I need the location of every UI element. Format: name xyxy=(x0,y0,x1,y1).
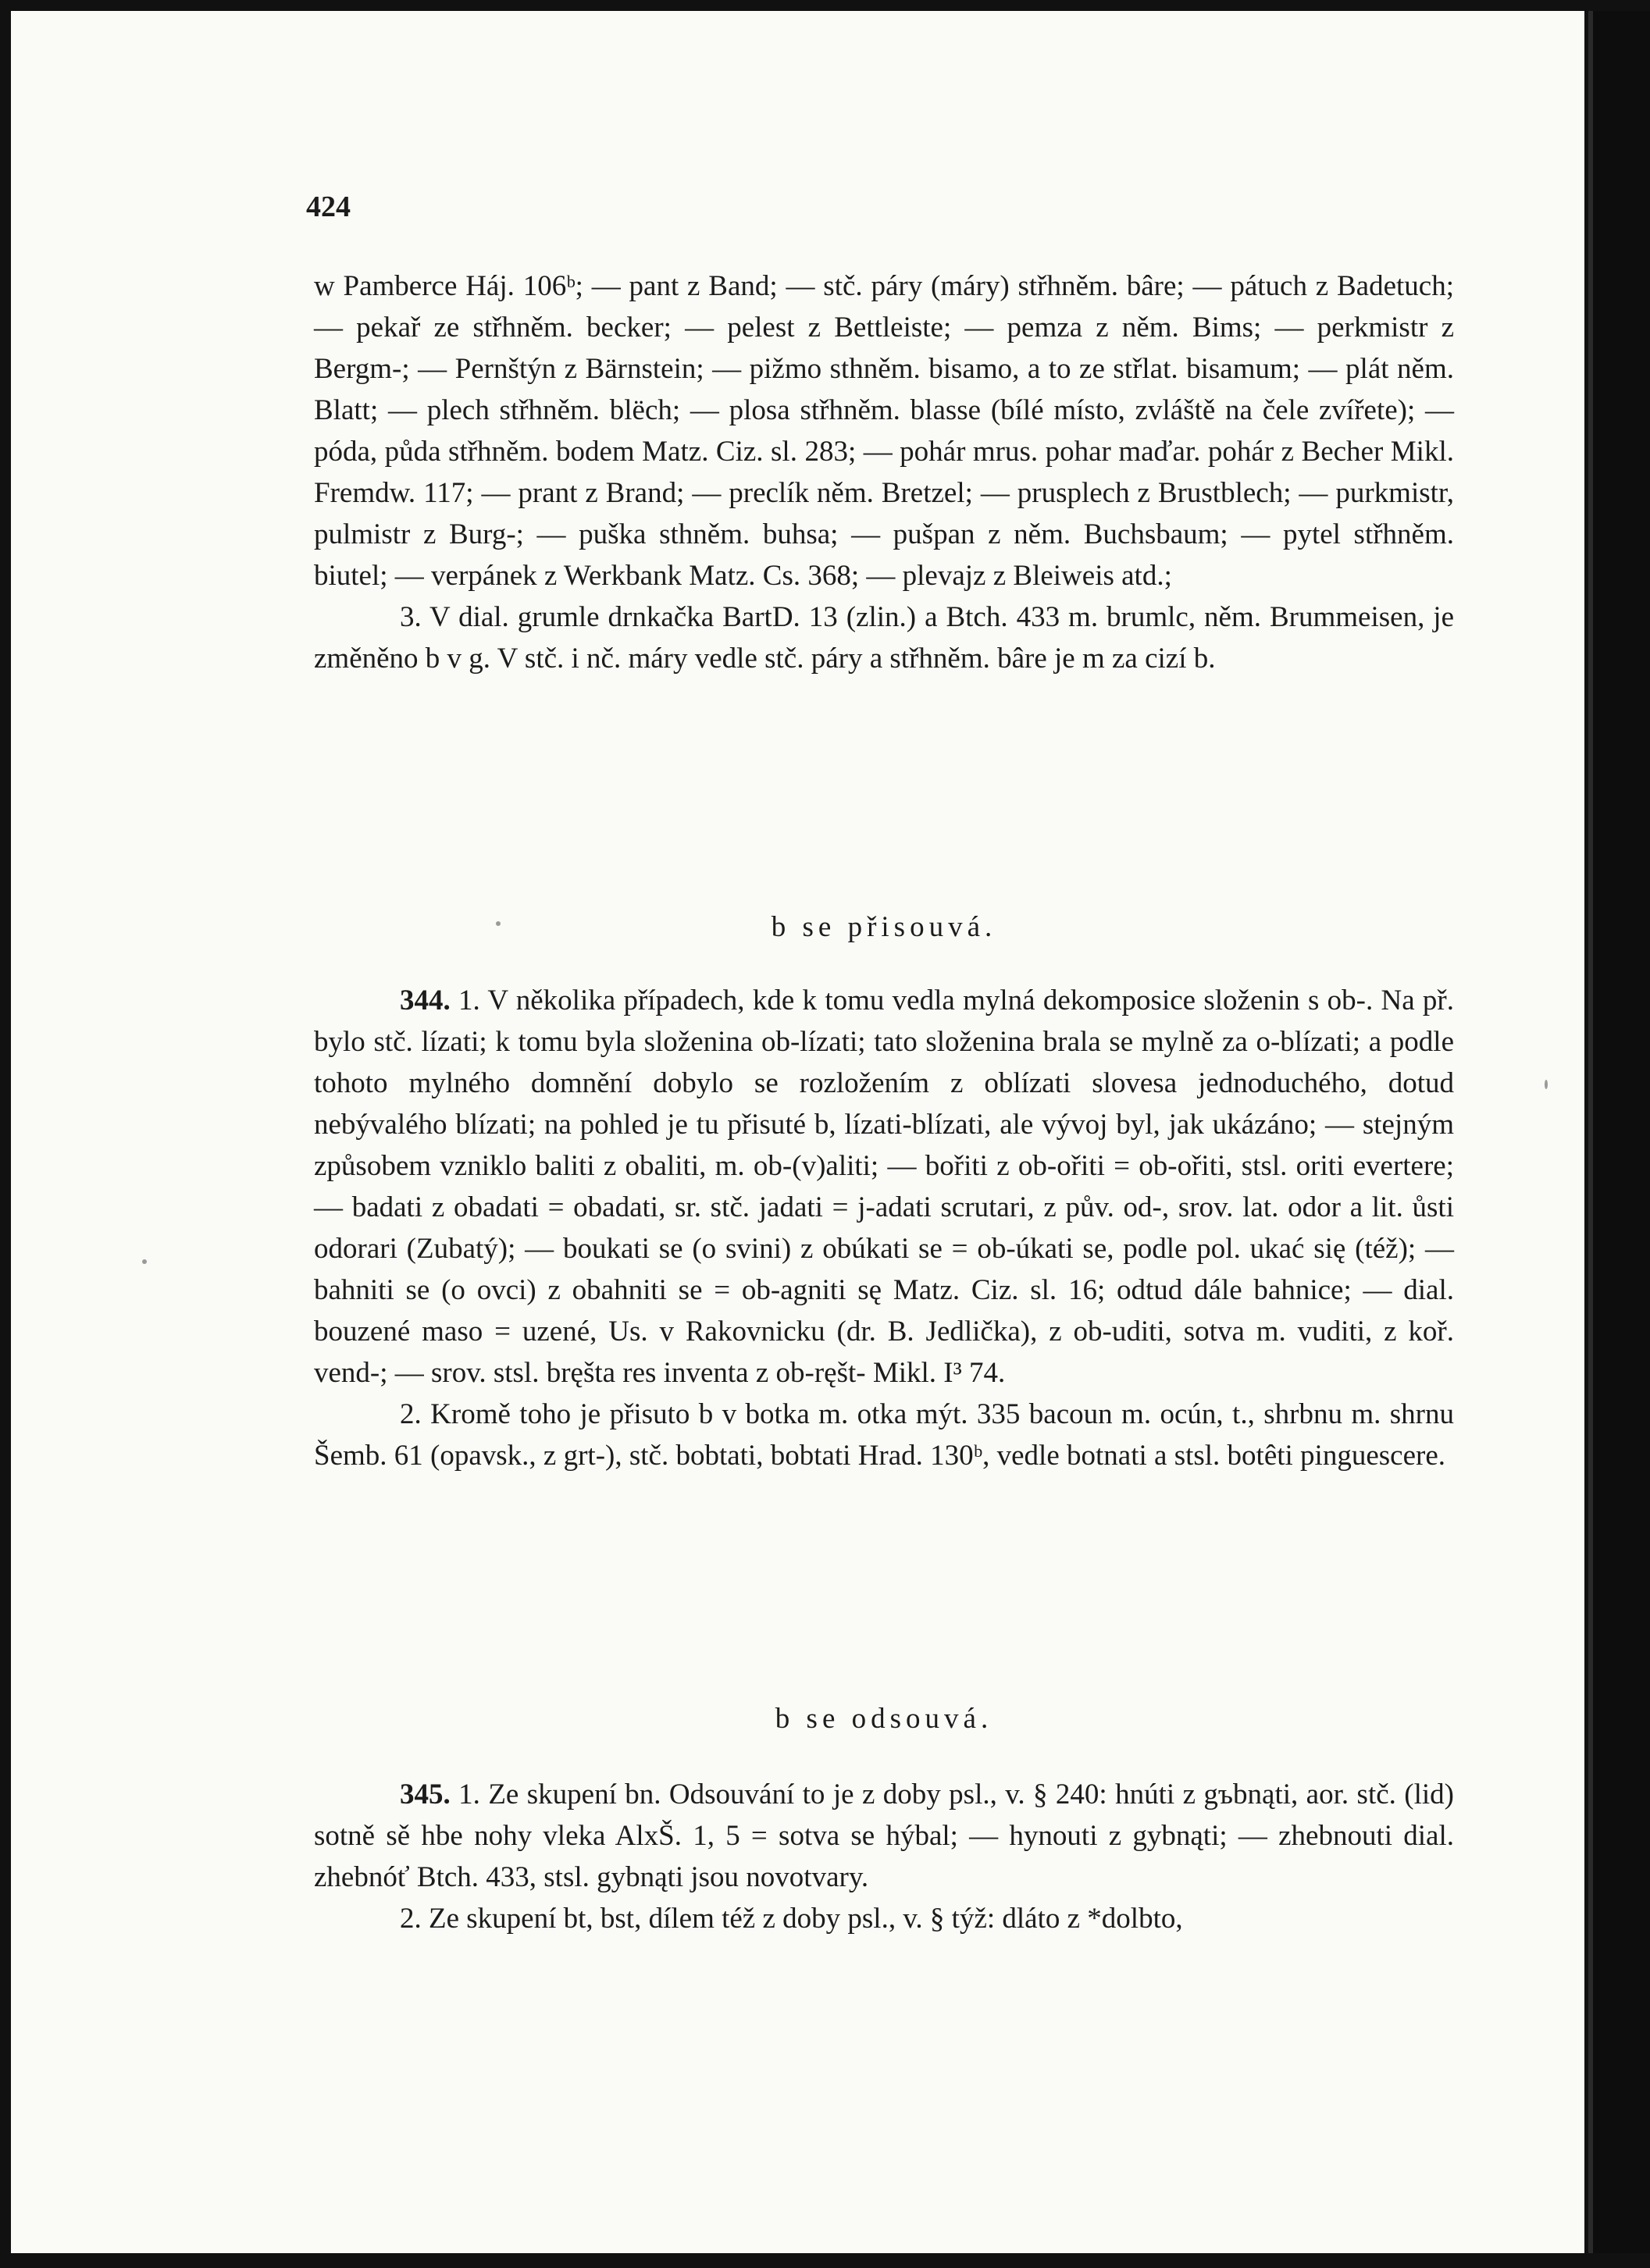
section-number-344: 344. xyxy=(400,984,451,1017)
scan-speck xyxy=(142,1259,147,1264)
page-number: 424 xyxy=(306,190,351,223)
scan-border-right xyxy=(1593,11,1650,2253)
section-344-paragraph-1: 1. V několika případech, kde k tomu vedla mylná dekomposice složenin s ob-. Na př. bylo stč. lízati; k tomu byla složenina ob-lízati; tato složenina brala se mylně za o-blízati; a podle tohoto mylného domnění dobylo se rozložením z oblízati slovesa jednoduchého, dotud nebývalého blízati; na pohled je tu přisuté b, lízati-blízati, ale vývoj byl, jak ukázáno; — stejným způsobem vzniklo baliti z obaliti, m. ob-(v)aliti; — bořiti z ob-ořiti = ob-ořiti, stsl. oriti evertere; — badati z obadati = obadati, sr. stč. jadati = j-adati scrutari, z pův. od-, srov. lat. odor a lit. ůsti odorari (Zubatý); — boukati se (o svini) z obúkati se = ob-úkati se, podle pol. ukać się (též); — bahniti se (o ovci) z obahniti se = ob-agniti sę Matz. Ciz. sl. 16; odtud dále bahnice; — dial. bouzené maso = uzené, Us. v Rakovnicku (dr. B. Jedlička), z ob-uditi, sotva m. vuditi, z koř. vend-; — srov. stsl. bręšta res inventa z ob-ręšt- Mikl. I³ 74. xyxy=(314,984,1454,1389)
section-number-345: 345. xyxy=(400,1778,451,1810)
section-345-paragraph-1: 1. Ze skupení bn. Odsouvání to je z doby psl., v. § 240: hnúti z gъbnąti, aor. stč. (lid) sotně sě hbe nohy vleka AlxŠ. 1, 5 = sotva se hýbal; — hynouti z gybnąti; — zhebnouti dial. zhebnóť Btch. 433, stsl. gybnąti jsou novotvary. xyxy=(314,1778,1455,1893)
scan-speck xyxy=(1545,1080,1548,1089)
section-heading-b-prepended: b se přisouvá. xyxy=(771,911,997,943)
continuation-paragraph: w Pamberce Háj. 106ᵇ; — pant z Band; — stč. páry (máry) střhněm. bâre; — pátuch z Badetuch; — pekař ze střhněm. becker; — pelest z Bettleiste; — pemza z něm. Bims; — perkmistr z Bergm-; — Pernštýn z Bärnstein; — pižmo sthněm. bisamo, a to ze střlat. bisamum; — plát něm. Blatt; — plech střhněm. blëch; — plosa střhněm. blasse (bílé místo, zvláště na čele zvířete); — póda, půda střhněm. bodem Matz. Ciz. sl. 283; — pohár mrus. pohar maďar. pohár z Becher Mikl. Fremdw. 117; — prant z Brand; — preclík něm. Bretzel; — prusplech z Brustblech; — purkmistr, pulmistr z Burg-; — puška sthněm. buhsa; — pušpan z něm. Buchsbaum; — pytel střhněm. biutel; — verpánek z Werkbank Matz. Cs. 368; — plevajz z Bleiweis atd.; xyxy=(314,270,1454,592)
section-345-paragraph-2: 2. Ze skupení bt, bst, dílem též z doby psl., v. § týž: dláto z *dolbto, xyxy=(400,1903,1183,1935)
section-344-paragraph-2: 2. Kromě toho je přisuto b v botka m. otka mýt. 335 bacoun m. ocún, t., shrbnu m. shrnu Šemb. 61 (opavsk., z grt-), stč. bobtati, bobtati Hrad. 130ᵇ, vedle botnati a stsl. botêti pinguescere. xyxy=(314,1398,1454,1472)
section-345 xyxy=(314,1774,1454,1939)
continued-text xyxy=(314,265,1454,679)
section-344 xyxy=(314,980,1454,1476)
paragraph-3: 3. V dial. grumle drnkačka BartD. 13 (zlin.) a Btch. 433 m. brumlc, něm. Brummeisen, je změněno b v g. V stč. i nč. máry vedle stč. páry a střhněm. bâre je m za cizí b. xyxy=(314,601,1454,675)
section-heading-b-dropped: b se odsouvá. xyxy=(775,1703,993,1735)
